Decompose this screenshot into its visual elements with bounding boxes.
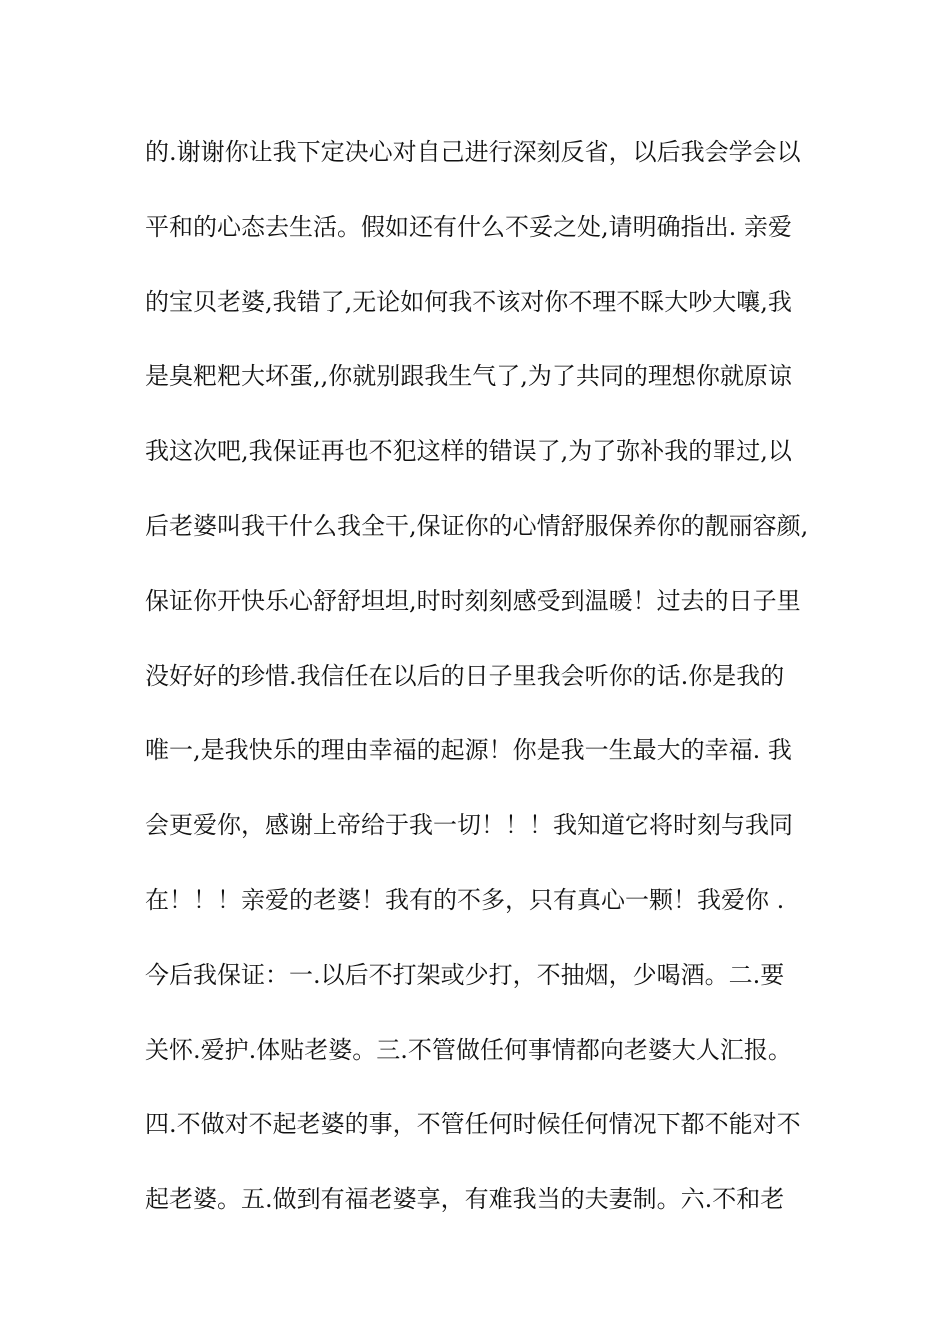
text-line: 没好好的珍惜.我信任在以后的日子里我会听你的话.你是我的 (145, 661, 785, 690)
body-text (145, 130, 825, 1252)
text-line: 后老婆叫我干什么我全干,保证你的心情舒服保养你的靓丽容颜, (145, 511, 809, 540)
text-line: 是臭粑粑大坏蛋,,你就别跟我生气了,为了共同的理想你就原谅 (145, 362, 792, 391)
text-line: 今后我保证：一.以后不打架或少打，不抽烟，少喝酒。二.要 (145, 960, 785, 989)
text-line: 保证你开快乐心舒舒坦坦,时时刻刻感受到温暖！过去的日子里 (145, 586, 801, 615)
text-line: 会更爱你，感谢上帝给于我一切！！！我知道它将时刻与我同 (145, 811, 793, 840)
text-line: 起老婆。五.做到有福老婆享，有难我当的夫妻制。六.不和老 (145, 1185, 785, 1214)
text-line: 的宝贝老婆,我错了,无论如何我不该对你不理不睬大吵大嚷,我 (145, 287, 792, 316)
text-line: 平和的心态去生活。假如还有什么不妥之处,请明确指出. 亲爱 (145, 212, 792, 241)
text-line: 的.谢谢你让我下定决心对自己进行深刻反省，以后我会学会以 (145, 138, 801, 166)
text-line: 唯一,是我快乐的理由幸福的起源！你是我一生最大的幸福. 我 (145, 736, 792, 765)
text-line: 在！！！亲爱的老婆！我有的不多，只有真心一颗！我爱你 . (145, 885, 785, 914)
text-line: 四.不做对不起老婆的事，不管任何时候任何情况下都不能对不 (145, 1110, 801, 1139)
text-line: 关怀.爱护.体贴老婆。三.不管做任何事情都向老婆大人汇报。 (145, 1035, 792, 1064)
text-line: 我这次吧,我保证再也不犯这样的错误了,为了弥补我的罪过,以 (145, 437, 792, 466)
